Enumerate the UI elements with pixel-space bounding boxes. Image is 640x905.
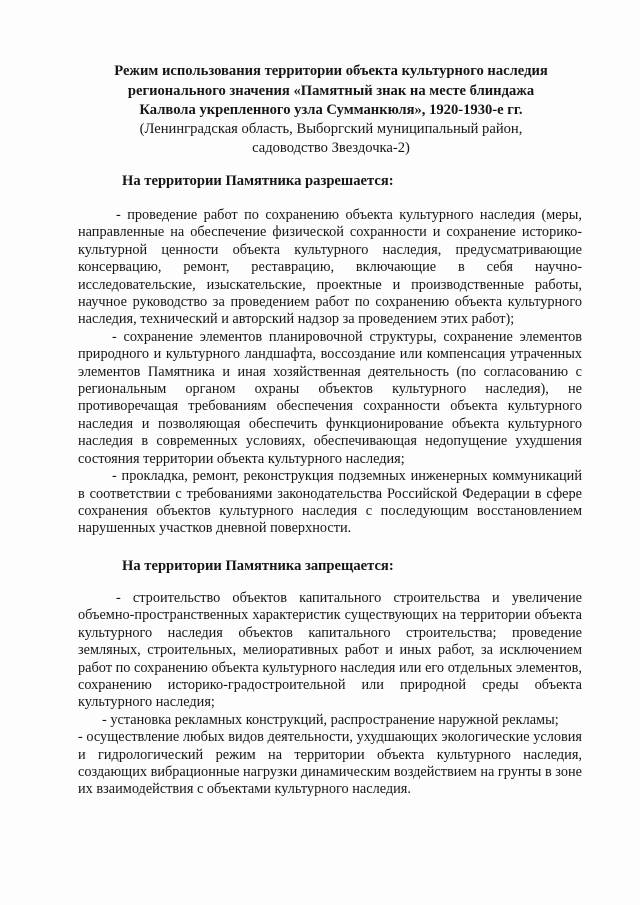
allowed-item-1: - проведение работ по сохранению объекта культурного наследия (меры, направленные на обеспечение физической сохранности и сохранение историко-культурной ценности объекта культурного наследия, предусматривающие консервацию, ремонт, реставрацию, включающие в себя научно-исследовательские, изыскательские, проектные и производственные работы, научное руководство за проведением работ по сохранению объекта культурного наследия, технический и авторский надзор за проведением этих работ); <box>78 207 582 328</box>
document-location: (Ленинградская область, Выборгский муниципальный район, садоводство Звездочка-2) <box>139 121 523 156</box>
allowed-section <box>78 207 582 538</box>
allowed-heading: На территории Памятника разрешается: <box>122 173 394 189</box>
forbidden-section <box>78 590 582 799</box>
forbidden-heading: На территории Памятника запрещается: <box>122 558 394 574</box>
document-title: Режим использования территории объекта культурного наследия регионального значения «Памятный знак на месте блиндажа Калвола укрепленного узла Сумманкюля», 1920-1930-е гг. <box>114 63 548 118</box>
forbidden-item-2: - установка рекламных конструкций, распространение наружной рекламы; <box>102 711 559 728</box>
forbidden-item-3: - осуществление любых видов деятельности, ухудшающих экологические условия и гидрологический режим на территории объекта культурного наследия, создающих вибрационные нагрузки динамическим воздействием на грунты в зоне их взаимодействия с объектами культурного наследия. <box>78 729 582 798</box>
allowed-item-2: - сохранение элементов планировочной структуры, сохранение элементов природного и культурного ландшафта, воссоздание или компенсация утраченных элементов Памятника и иная хозяйственная деятельность (по согласованию с региональным органом охраны объектов культурного наследия), не противоречащая требованиям обеспечения сохранности объекта культурного наследия и позволяющая обеспечить функционирование объекта культурного наследия в современных условиях, обеспечивающая недопущение ухудшения состояния территории объекта культурного наследия; <box>78 328 582 467</box>
allowed-item-3: - прокладка, ремонт, реконструкция подземных инженерных коммуникаций в соответствии с требованиями законодательства Российской Федерации в сфере сохранения объектов культурного наследия с последующим восстановлением нарушенных участков дневной поверхности. <box>78 468 582 537</box>
forbidden-item-1: - строительство объектов капитального строительства и увеличение объемно-пространственных характеристик существующих на территории объекта культурного наследия объектов капитального строительства; проведение земляных, строительных, мелиоративных работ и иных работ, за исключением работ по сохранению объекта культурного наследия или его отдельных элементов, сохранению историко-градостроительной или природной среды объекта культурного наследия; <box>78 590 582 711</box>
